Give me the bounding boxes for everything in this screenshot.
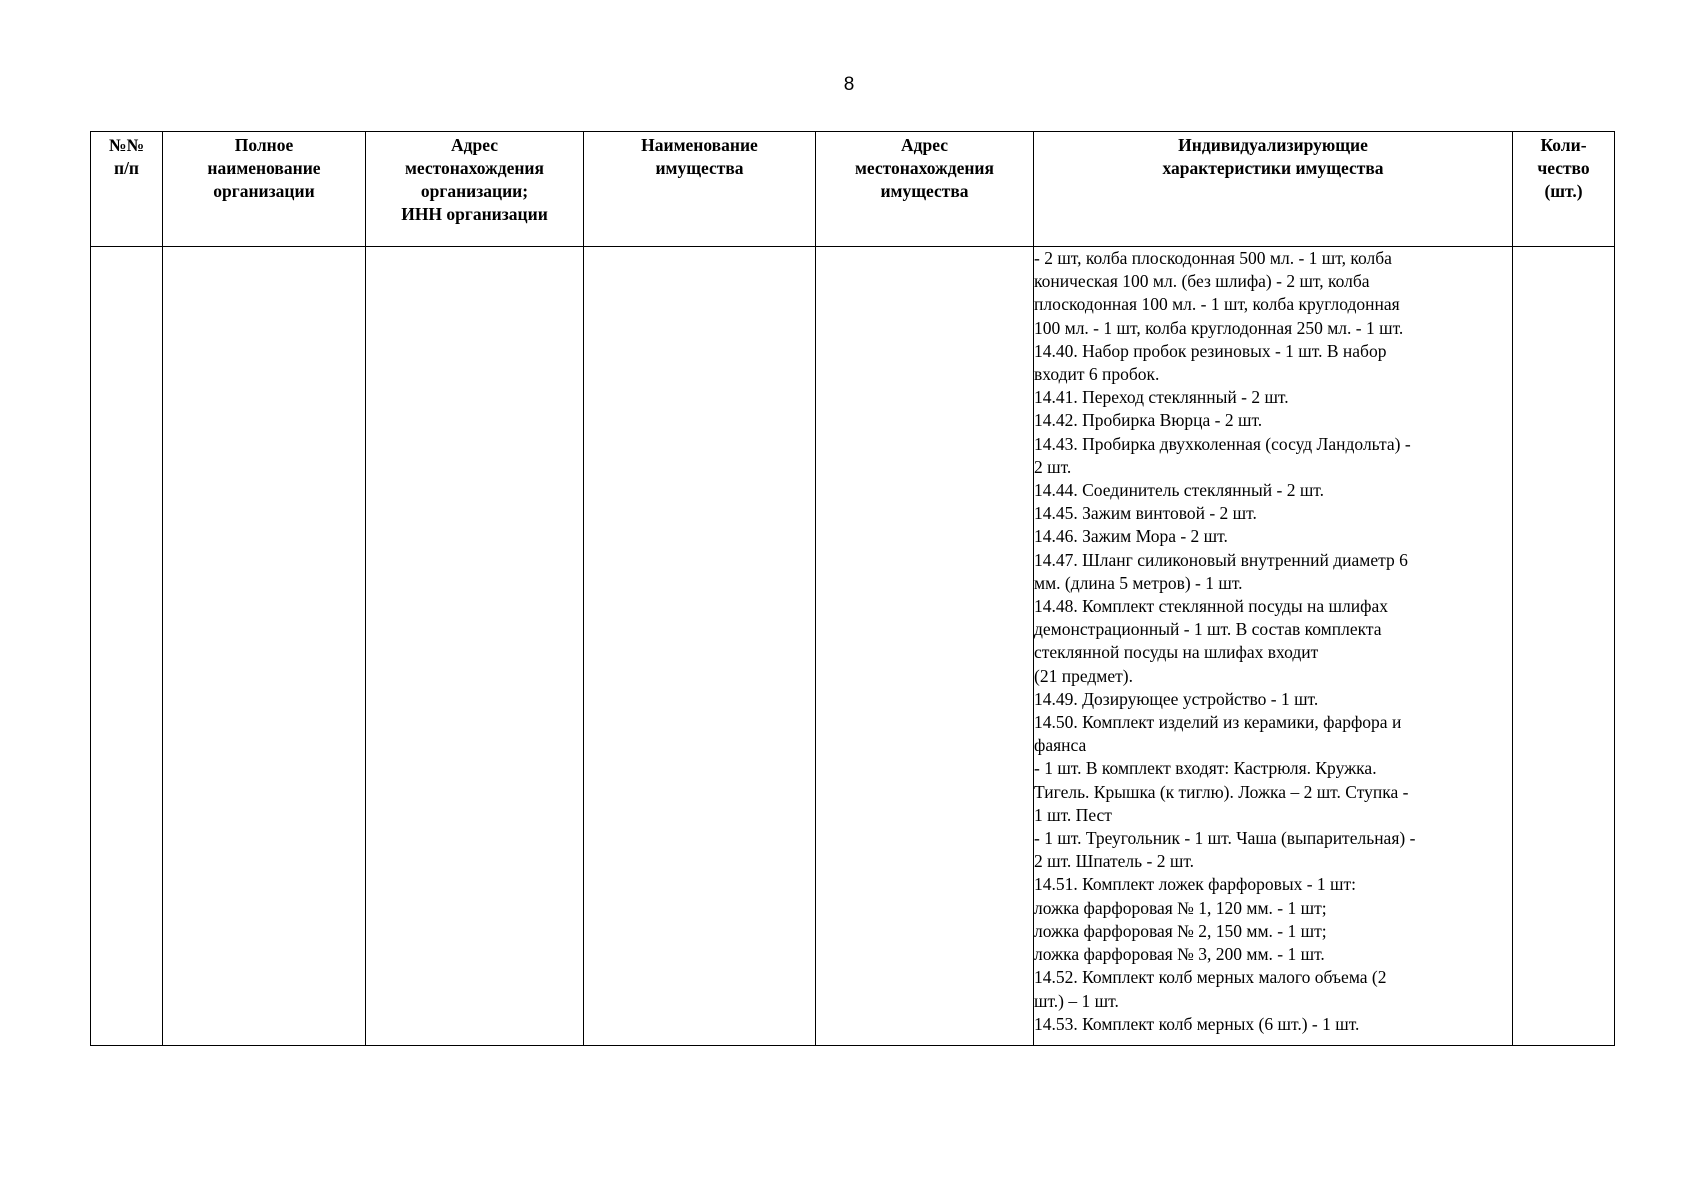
page-number: 8 [843, 74, 855, 95]
cell-property-address [816, 247, 1034, 1046]
characteristics-line: 14.50. Комплект изделий из керамики, фарфора и [1034, 712, 1402, 733]
header-line: ИНН организации [401, 204, 548, 224]
header-quantity [1513, 132, 1615, 247]
header-line: Индивидуализирующие [1178, 135, 1368, 155]
cell-organization-address [366, 247, 584, 1046]
characteristics-line: 14.53. Комплект колб мерных (6 шт.) - 1 шт. [1034, 1013, 1360, 1034]
characteristics-line: 14.42. Пробирка Вюрца - 2 шт. [1034, 410, 1263, 431]
characteristics-line: входит 6 пробок. [1034, 364, 1160, 385]
header-property-name [584, 132, 816, 247]
header-property-address [816, 132, 1034, 247]
header-line: (шт.) [1544, 181, 1583, 201]
cell-organization-name [163, 247, 366, 1046]
header-line: №№ [108, 135, 145, 155]
characteristics-line: (21 предмет). [1034, 665, 1133, 686]
characteristics-line: 14.43. Пробирка двухколенная (сосуд Ландольта) - [1034, 433, 1411, 454]
header-line: Коли- [1540, 135, 1587, 155]
characteristics-line: - 2 шт, колба плоскодонная 500 мл. - 1 шт, колба [1034, 248, 1392, 268]
characteristics-line: стеклянной посуды на шлифах входит [1034, 642, 1319, 663]
header-line: Адрес [901, 135, 948, 155]
header-number [91, 132, 163, 247]
characteristics-line: плоскодонная 100 мл. - 1 шт, колба круглодонная [1034, 294, 1400, 315]
header-line: местонахождения [405, 158, 544, 178]
characteristics-line: мм. (длина 5 метров) - 1 шт. [1034, 572, 1243, 593]
cell-number [91, 247, 163, 1046]
table-header-row [91, 132, 1615, 247]
header-line: местонахождения [855, 158, 994, 178]
characteristics-line: 2 шт. [1034, 456, 1072, 477]
header-line: Полное [234, 135, 294, 155]
header-line: имущества [655, 158, 744, 178]
cell-property-name [584, 247, 816, 1046]
characteristics-line: коническая 100 мл. (без шлифа) - 2 шт, колба [1034, 271, 1370, 292]
characteristics-line: 2 шт. Шпатель - 2 шт. [1034, 851, 1195, 872]
characteristics-line: 14.52. Комплект колб мерных малого объема (2 [1034, 967, 1387, 988]
characteristics-line: 1 шт. Пест [1034, 804, 1112, 825]
property-table [90, 131, 1615, 1046]
header-organization-name [163, 132, 366, 247]
characteristics-line: шт.) – 1 шт. [1034, 990, 1119, 1011]
cell-quantity [1513, 247, 1615, 1046]
characteristics-line: 14.44. Соединитель стеклянный - 2 шт. [1034, 480, 1325, 501]
header-line: характеристики имущества [1162, 158, 1384, 178]
characteristics-line: ложка фарфоровая № 1, 120 мм. - 1 шт; [1034, 897, 1327, 918]
characteristics-line: ложка фарфоровая № 3, 200 мм. - 1 шт. [1034, 944, 1325, 965]
header-line: п/п [113, 158, 140, 178]
characteristics-line: 14.47. Шланг силиконовый внутренний диаметр 6 [1034, 549, 1408, 570]
header-line: организации [213, 181, 315, 201]
characteristics-line: 14.41. Переход стеклянный - 2 шт. [1034, 387, 1289, 408]
characteristics-line: 14.40. Набор пробок резиновых - 1 шт. В набор [1034, 340, 1387, 361]
characteristics-line: 14.45. Зажим винтовой - 2 шт. [1034, 503, 1257, 524]
header-organization-address [366, 132, 584, 247]
header-characteristics [1034, 132, 1513, 247]
cell-characteristics [1034, 247, 1513, 1046]
table-row [91, 247, 1615, 1046]
characteristics-line: 14.46. Зажим Мора - 2 шт. [1034, 526, 1228, 547]
characteristics-line: ложка фарфоровая № 2, 150 мм. - 1 шт; [1034, 920, 1327, 941]
characteristics-line: 14.48. Комплект стеклянной посуды на шлифах [1034, 596, 1388, 617]
characteristics-line: 14.49. Дозирующее устройство - 1 шт. [1034, 688, 1319, 709]
header-line: Наименование [641, 135, 758, 155]
header-line: Адрес [451, 135, 498, 155]
header-line: наименование [207, 158, 321, 178]
characteristics-line: - 1 шт. В комплект входят: Кастрюля. Кружка. [1034, 758, 1377, 779]
characteristics-line: фаянса [1034, 735, 1087, 756]
characteristics-line: демонстрационный - 1 шт. В состав комплекта [1034, 619, 1382, 640]
header-line: организации; [420, 181, 529, 201]
characteristics-line: Тигель. Крышка (к тиглю). Ложка – 2 шт. Ступка - [1034, 781, 1409, 802]
header-line: имущества [880, 181, 969, 201]
characteristics-line: 14.51. Комплект ложек фарфоровых - 1 шт: [1034, 874, 1357, 895]
characteristics-line: - 1 шт. Треугольник - 1 шт. Чаша (выпарительная) - [1034, 828, 1416, 849]
header-line: чество [1537, 158, 1590, 178]
characteristics-line: 100 мл. - 1 шт, колба круглодонная 250 мл. - 1 шт. [1034, 317, 1404, 338]
